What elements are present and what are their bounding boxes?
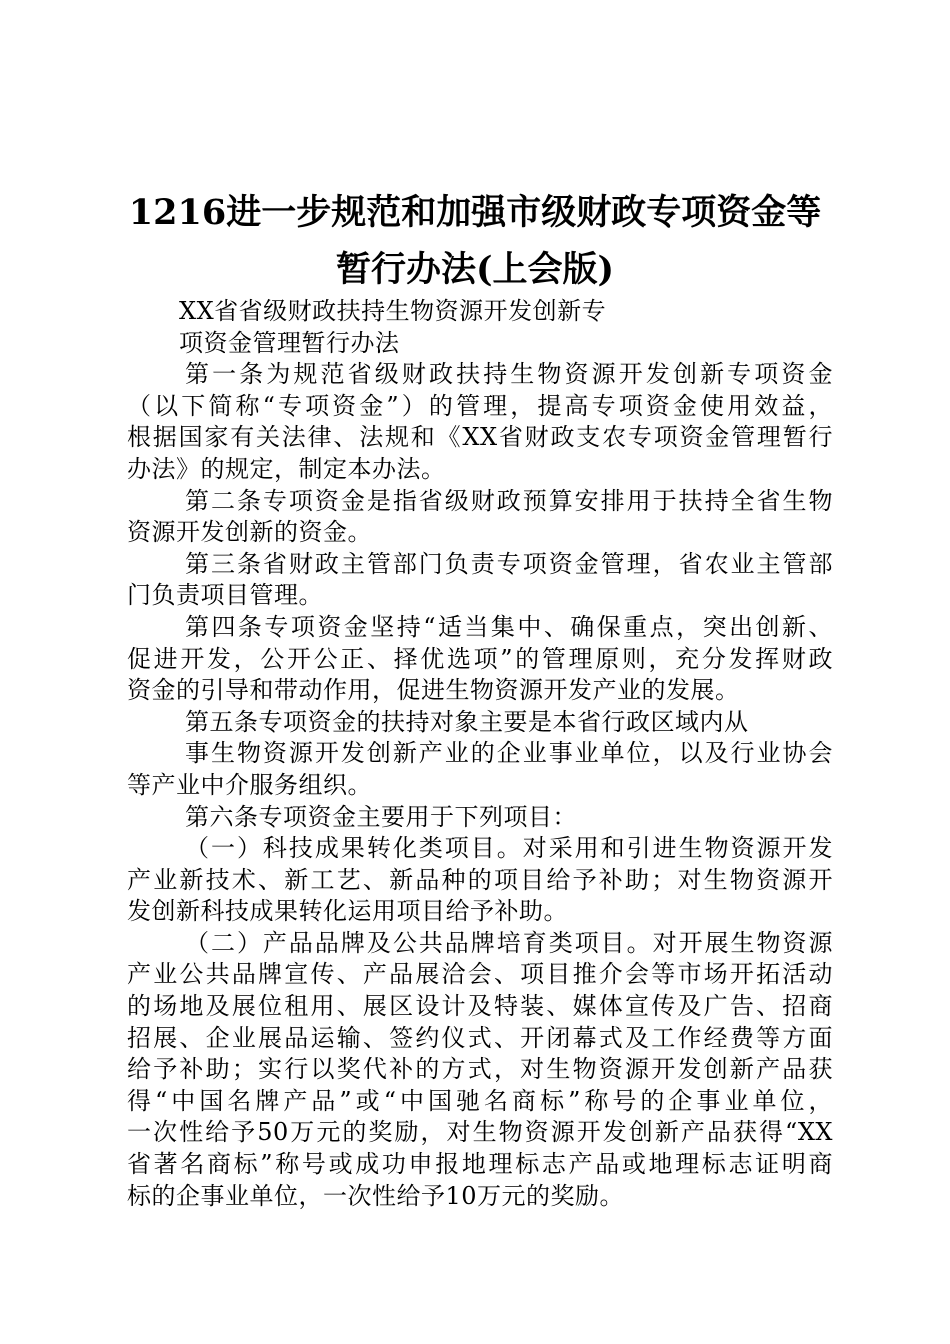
body-line: 门负责项目管理。 [127, 581, 323, 610]
body-line: 得“中国名牌产品”或“中国驰名商标”称号的企事业单位， [127, 1086, 833, 1115]
body-line: 省著名商标”称号或成功申报地理标志产品或地理标志证明商 [127, 1150, 833, 1179]
body-line: 第二条专项资金是指省级财政预算安排用于扶持全省生物 [185, 486, 833, 515]
body-line: 事生物资源开发创新产业的企业事业单位，以及行业协会 [185, 739, 833, 768]
body-line: 第五条专项资金的扶持对象主要是本省行政区域内从 [185, 707, 749, 736]
body-line: 给予补助；实行以奖代补的方式，对生物资源开发创新产品获 [127, 1055, 833, 1084]
document-body [127, 296, 833, 1212]
body-line: 的场地及展位租用、展区设计及特装、媒体宣传及广告、招商 [127, 992, 833, 1021]
body-line: 产业公共品牌宣传、产品展洽会、项目推介会等市场开拓活动 [127, 960, 833, 989]
body-line: （二）产品品牌及公共品牌培育类项目。对开展生物资源 [185, 928, 833, 957]
body-line: 办法》的规定，制定本办法。 [127, 454, 446, 483]
document-title-line-1: 1216进一步规范和加强市级财政专项资金等 [128, 192, 822, 233]
body-line: 第四条专项资金坚持“适当集中、确保重点，突出创新、 [185, 612, 833, 641]
body-line: 根据国家有关法律、法规和《XX省财政支农专项资金管理暂行 [127, 423, 833, 452]
body-line: 等产业中介服务组织。 [127, 770, 372, 799]
body-line: 产业新技术、新工艺、新品种的项目给予补助；对生物资源开 [127, 865, 833, 894]
body-line: （一）科技成果转化类项目。对采用和引进生物资源开发 [185, 834, 833, 863]
body-line: （以下简称“专项资金”）的管理，提高专项资金使用效益， [127, 391, 833, 420]
body-line: 第六条专项资金主要用于下列项目： [185, 802, 577, 831]
body-line: 招展、企业展品运输、签约仪式、开闭幕式及工作经费等方面 [127, 1023, 833, 1052]
body-line: 项资金管理暂行办法 [179, 328, 400, 357]
body-line: 第一条为规范省级财政扶持生物资源开发创新专项资金 [185, 360, 833, 389]
body-line: 标的企事业单位，一次性给予10万元的奖励。 [127, 1181, 625, 1210]
body-line: 发创新科技成果转化运用项目给予补助。 [127, 897, 568, 926]
body-line: 第三条省财政主管部门负责专项资金管理，省农业主管部 [185, 549, 833, 578]
body-line: 资金的引导和带动作用，促进生物资源开发产业的发展。 [127, 676, 740, 705]
document-title-line-2: 暂行办法(上会版) [335, 249, 615, 290]
body-line: 一次性给予50万元的奖励，对生物资源开发创新产品获得“XX [127, 1118, 833, 1147]
body-line: 促进开发，公开公正、择优选项”的管理原则，充分发挥财政 [127, 644, 833, 673]
body-line: XX省省级财政扶持生物资源开发创新专 [179, 297, 607, 325]
body-line: 资源开发创新的资金。 [127, 518, 372, 547]
